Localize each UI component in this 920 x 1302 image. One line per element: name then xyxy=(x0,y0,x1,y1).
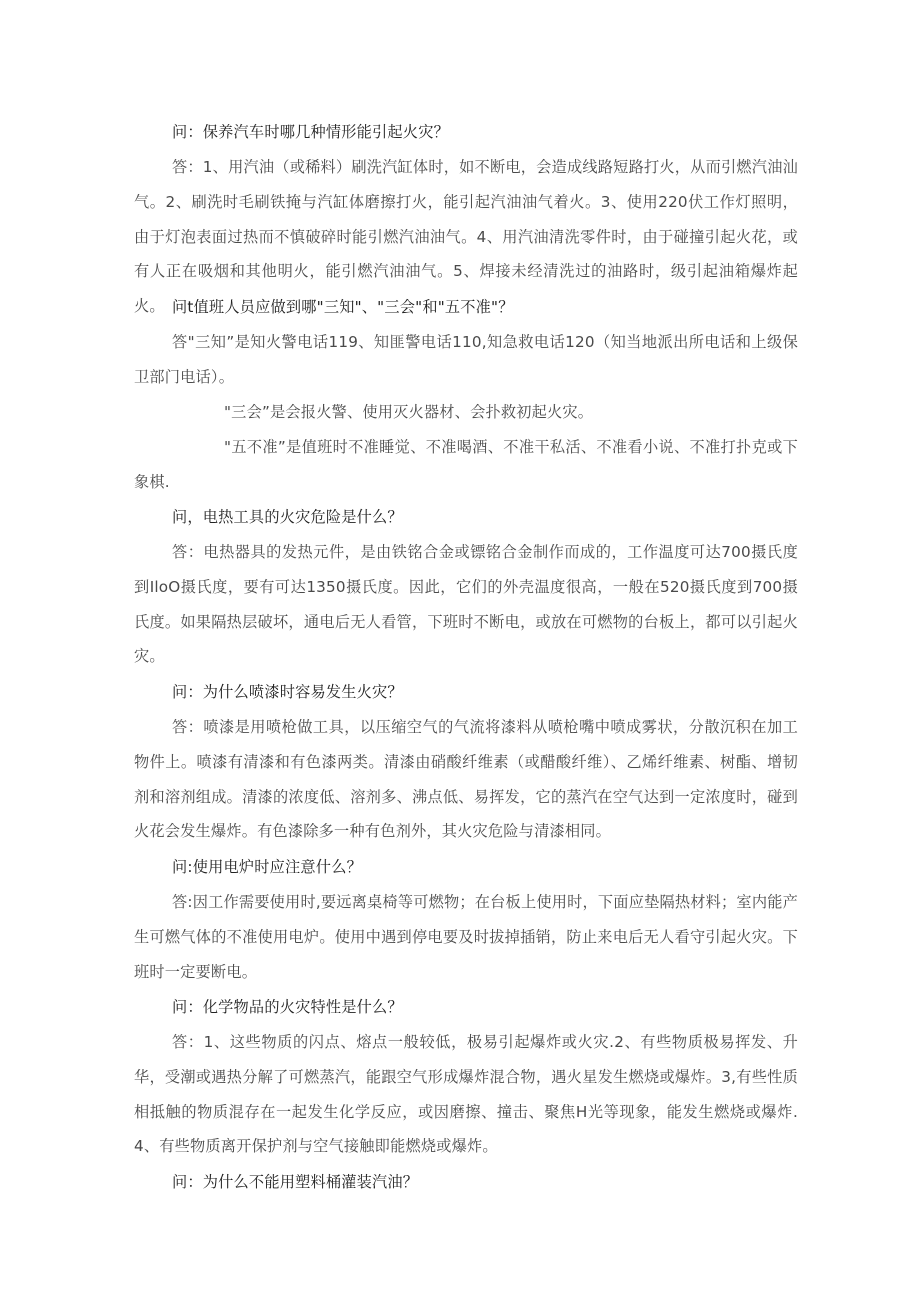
answer-electric-heating-tools: 答：电热器具的发热元件，是由铁铭合金或镖铭合金制作而成的，工作温度可达700摄氏度到IloO摄氏度，要有可达1350摄氏度。因此，它们的外壳温度很高，一般在520摄氏度到700摄氏度。如果隔热层破坏，通电后无人看管，下班时不断电，或放在可燃物的台板上，都可以引起火灾。 xyxy=(134,543,798,666)
answer-three-cans: "三会”是会报火警、使用灭火器材、会扑救初起火灾。 xyxy=(224,403,594,421)
question-electric-heating-tools: 问，电热工具的火灾危险是什么？ xyxy=(172,508,403,526)
question-electric-stove: 问:使用电炉时应注意什么？ xyxy=(172,858,362,876)
answer-spray-painting: 答：喷漆是用喷枪做工具，以压缩空气的气流将漆料从喷枪嘴中喷成雾状，分散沉积在加工物件上。喷漆有清漆和有色漆两类。清漆由硝酸纤维素（或醋酸纤维）、乙烯纤维素、树酯、增韧剂和溶剂组成。清漆的浓度低、溶剂多、沸点低、易挥发，它的蒸汽在空气达到一定浓度时，碰到火花会发生爆炸。有色漆除多一种有色剂外，其火灾危险与清漆相同。 xyxy=(134,718,798,841)
question-chemicals: 问：化学物品的火灾特性是什么？ xyxy=(172,998,403,1016)
answer-three-knows: 答"三知”是知火警电话119、知匪警电话110,知急救电话120（知当地派出所电话和上级保卫部门电话）。 xyxy=(134,333,798,386)
answer-electric-stove: 答:因工作需要使用时,要远离桌椅等可燃物；在台板上使用时，下面应垫隔热材料；室内能产生可燃气体的不准使用电炉。使用中遇到停电要及时拔掉插销，防止来电后无人看守引起火灾。下班时一定要断电。 xyxy=(134,893,798,981)
question-duty-staff: 问t值班人员应做到哪"三知"、"三会"和"五不准"？ xyxy=(172,298,514,316)
question-car-maintenance: 问：保养汽车时哪几种情形能引起火灾？ xyxy=(172,123,449,141)
question-spray-painting: 问：为什么喷漆时容易发生火灾？ xyxy=(172,683,403,701)
answer-chemicals: 答：1、这些物质的闪点、熔点一般较低，极易引起爆炸或火灾.2、有些物质极易挥发、升华，受潮或遇热分解了可燃蒸汽，能跟空气形成爆炸混合物，遇火星发生燃烧或爆炸。3,有些性质相抵触的物质混存在一起发生化学反应，或因磨擦、撞击、聚焦H光等现象，能发生燃烧或爆炸.4、有些物质离开保护剂与空气接触即能燃烧或爆炸。 xyxy=(134,1033,798,1156)
answer-car-maintenance: 答：1、用汽油（或稀料）刷洗汽缸体时，如不断电，会造成线路短路打火，从而引燃汽油汕气。2、刷洗时毛刷铁掩与汽缸体磨擦打火，能引起汽油油气着火。3、使用220伏工作灯照明，由于灯泡表面过热而不慎破碎时能引燃汽油油气。4、用汽油清洗零件时，由于碰撞引起火花，或有人正在吸烟和其他明火，能引燃汽油油气。5、焊接未经清洗过的油路时，级引起油箱爆炸起火。 xyxy=(134,158,798,316)
answer-five-nots: "五不准”是值班时不准睡觉、不准喝酒、不准干私活、不准看小说、不准打扑克或下象棋. xyxy=(134,438,798,491)
question-plastic-bucket: 问：为什么不能用塑料桶灌装汽油？ xyxy=(172,1173,419,1191)
